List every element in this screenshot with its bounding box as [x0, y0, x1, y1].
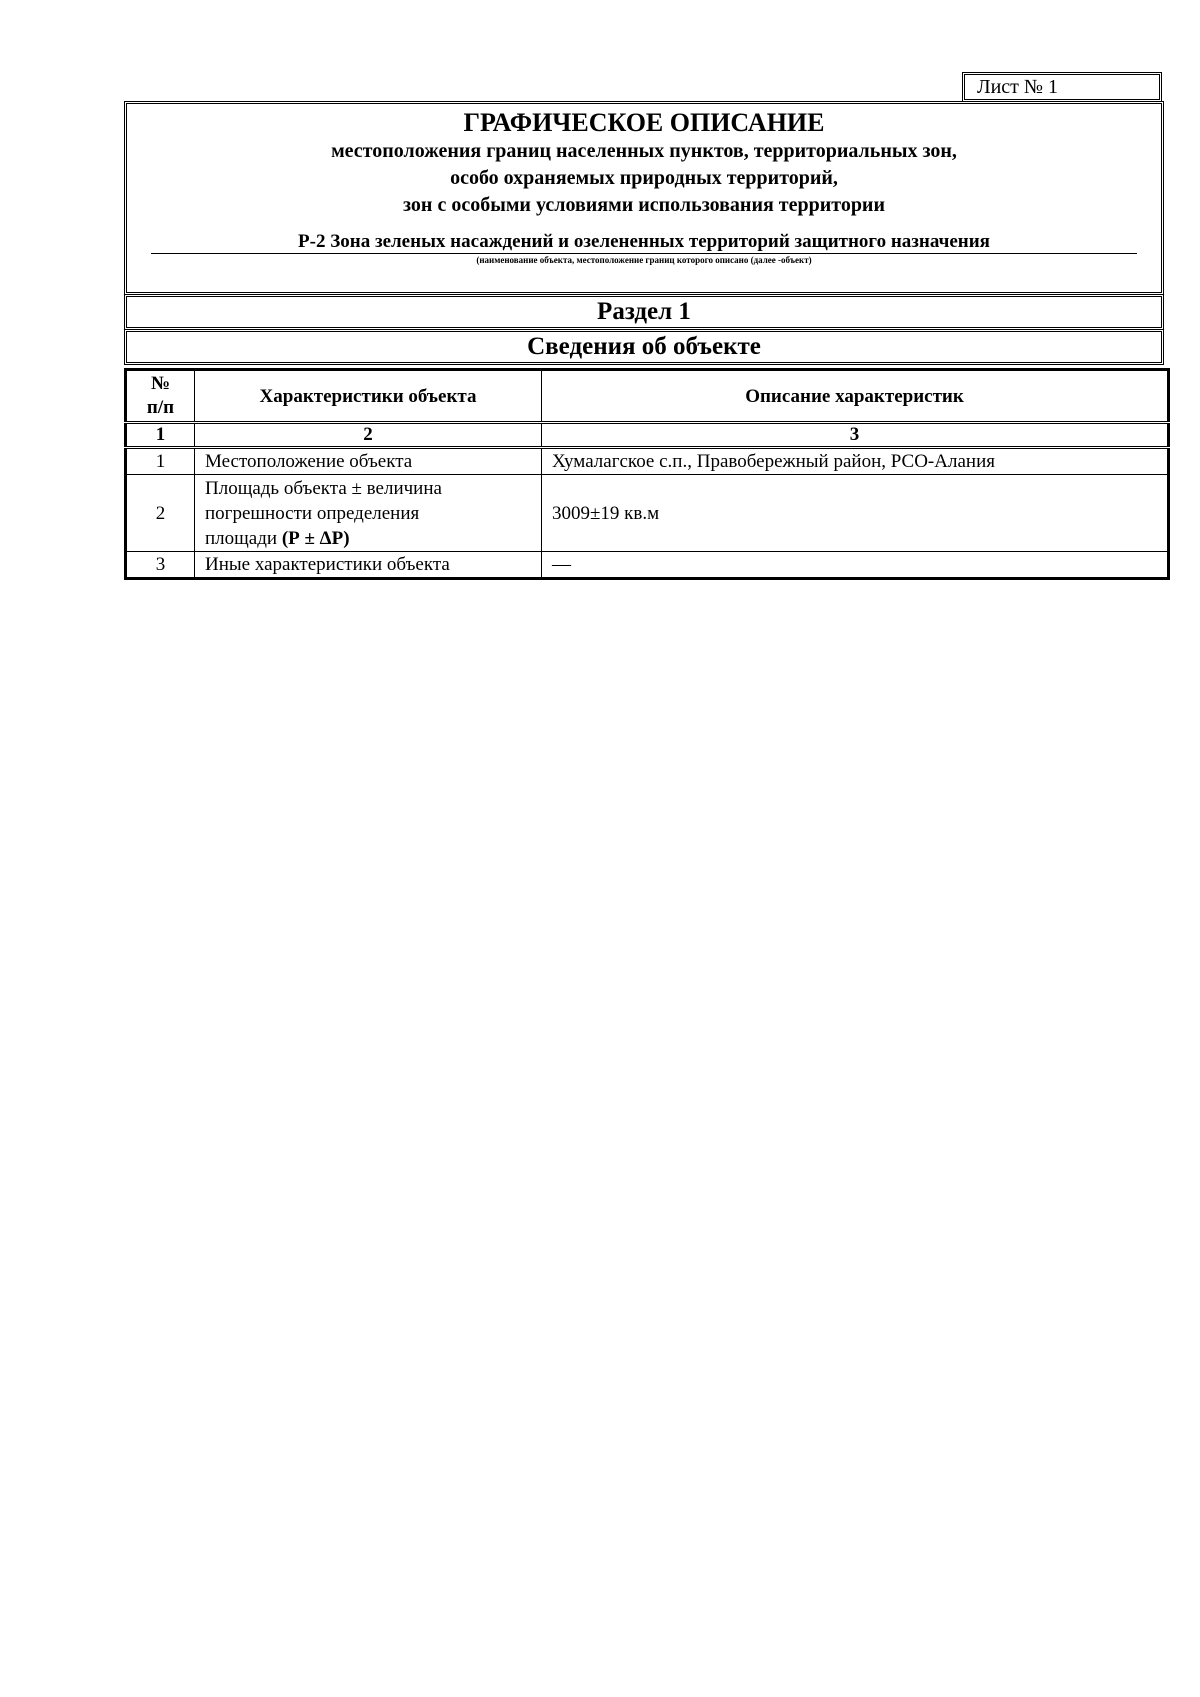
object-info-table [124, 368, 1170, 580]
sheet-number-box [962, 72, 1162, 102]
document-subtitle-line-3: зон с особыми условиями использования территории [403, 194, 885, 216]
object-name: Р-2 Зона зеленых насаждений и озелененных территорий защитного назначения [151, 231, 1137, 254]
row-number: 2 [126, 475, 195, 552]
section-title-text: Сведения об объекте [527, 333, 761, 360]
section-title [124, 329, 1164, 365]
row-number: 1 [126, 448, 195, 475]
table-header-row [126, 370, 1169, 423]
table-row [126, 475, 1169, 552]
table-row [126, 552, 1169, 579]
sheet-number: Лист № 1 [977, 76, 1058, 98]
document-header [124, 101, 1164, 295]
header-number [126, 370, 195, 423]
column-number-1: 1 [126, 423, 195, 448]
document-subtitle-line-2: особо охраняемых природных территорий, [450, 167, 838, 189]
row-characteristic-line-2: погрешности определения [205, 502, 420, 524]
row-description: 3009±19 кв.м [542, 475, 1169, 552]
header-number-line-1: № [150, 373, 171, 394]
row-description: Хумалагское с.п., Правобережный район, РСО-Алания [542, 448, 1169, 475]
column-number-3: 3 [542, 423, 1169, 448]
row-characteristic [195, 475, 542, 552]
row-description: — [542, 552, 1169, 579]
row-characteristic: Местоположение объекта [195, 448, 542, 475]
row-characteristic: Иные характеристики объекта [195, 552, 542, 579]
column-number-row [126, 423, 1169, 448]
column-number-2: 2 [195, 423, 542, 448]
header-number-line-2: п/п [146, 397, 175, 418]
document-title: ГРАФИЧЕСКОЕ ОПИСАНИЕ [463, 108, 825, 137]
header-characteristics: Характеристики объекта [195, 370, 542, 423]
row-number: 3 [126, 552, 195, 579]
table-row [126, 448, 1169, 475]
document-subtitle-line-1: местоположения границ населенных пунктов, территориальных зон, [331, 140, 957, 162]
header-description: Описание характеристик [542, 370, 1169, 423]
row-characteristic-line-3-text: площади [205, 527, 282, 549]
row-characteristic-line-3 [205, 526, 531, 551]
row-characteristic-line-1: Площадь объекта ± величина [205, 477, 442, 499]
section-number [124, 294, 1164, 330]
section-number-text: Раздел 1 [597, 298, 691, 325]
row-characteristic-formula: (Р ± ΔР) [281, 527, 350, 549]
object-name-caption: (наименование объекта, местоположение границ которого описано (далее -объект) [476, 255, 812, 265]
